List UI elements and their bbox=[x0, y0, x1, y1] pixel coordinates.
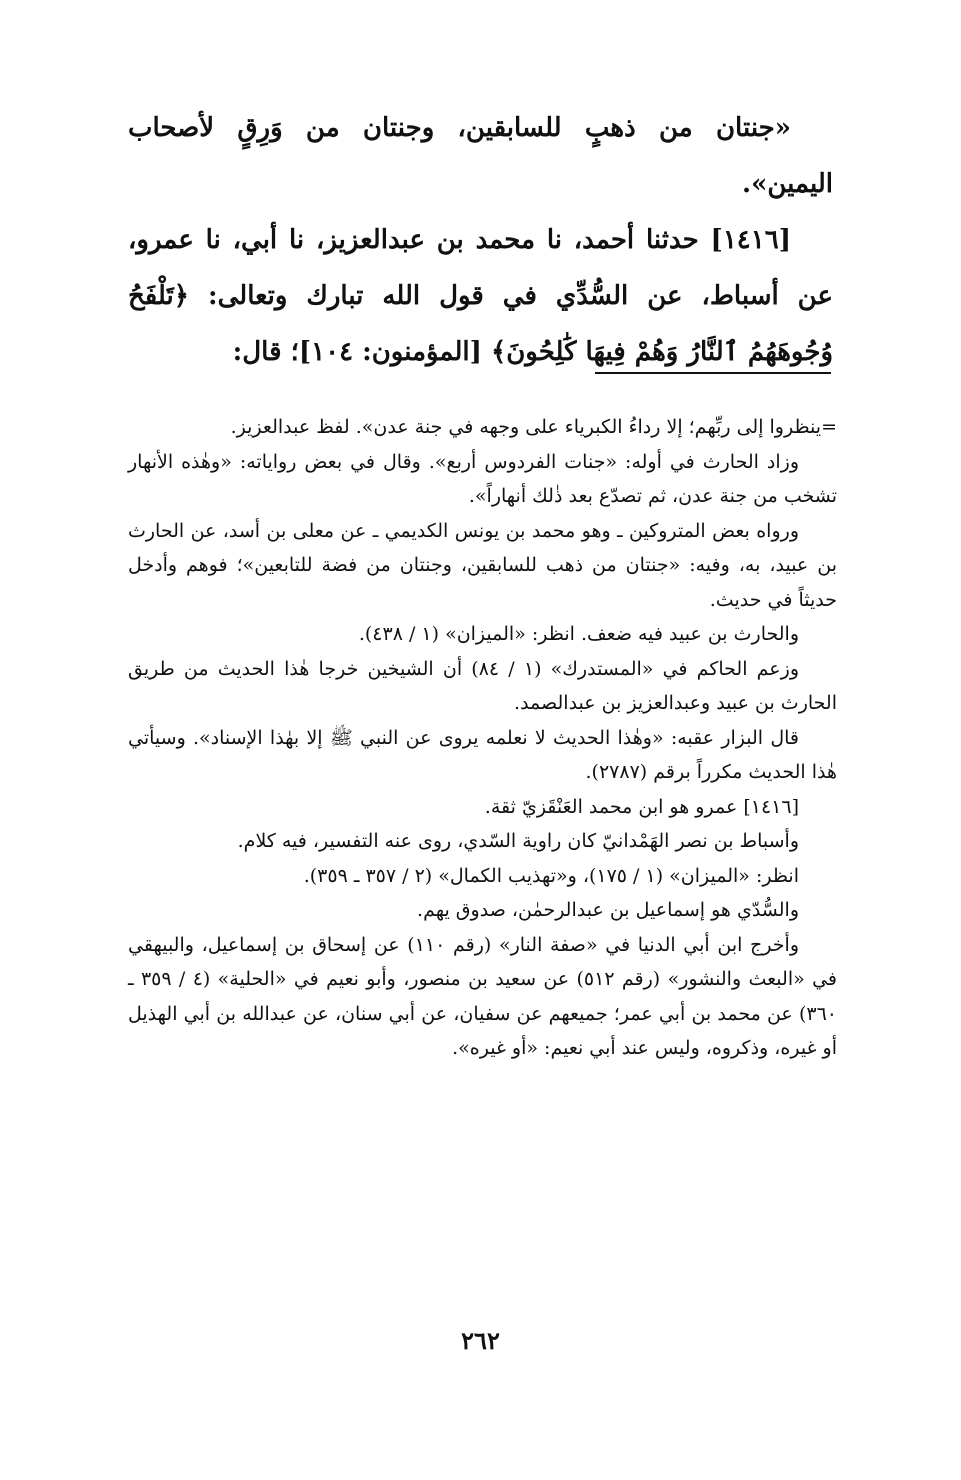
footnote-line: قال البزار عقبه: «وهٰذا الحديث لا نعلمه يروى عن النبي ﷺ إلا بهٰذا الإسناد». وسيأتي هٰذا الحديث مكرراً برقم (٢٧٨٧). bbox=[128, 726, 837, 783]
main-paragraph-2 bbox=[128, 212, 833, 380]
main-paragraph-1: «جنتان من ذهبٍ للسابقين، وجنتان من وَرِقٍ لأصحاب اليمين». bbox=[128, 113, 833, 199]
page-number: ٢٦٢ bbox=[461, 1326, 500, 1355]
footnote-line: والحارث بن عبيد فيه ضعف. انظر: «الميزان» (١ / ٤٣٨). bbox=[358, 623, 799, 645]
footnote-line: ورواه بعض المتروكين ـ وهو محمد بن يونس الكديمي ـ عن معلى بن أسد، عن الحارث بن عبيد، به، وفيه: «جنتان من ذهب للسابقين، وجنتان من فضة للتابعين»؛ فوهم وأدخل حديثاً في حديث. bbox=[128, 519, 837, 611]
footnote-line: وأخرج ابن أبي الدنيا في «صفة النار» (رقم ١١٠) عن إسحاق بن إسماعيل، والبيهقي في «البعث والنشور» (رقم ٥١٢) عن سعيد بن منصور، وأبو نعيم في «الحلية» (٤ / ٣٥٩ ـ ٣٦٠) عن محمد بن أبي عمر؛ جميعهم عن سفيان، عن أبي سنان، عن عبدالله بن أبي الهذيل أو غيره، وذكروه، وليس عند أبي نعيم: «أو غيره». bbox=[128, 933, 838, 1059]
quran-verse: ﴿تَلْفَحُ وُجُوهَهُمُ ٱلنَّارُ وَهُمْ فِيهَا كَٰلِحُونَ﴾ bbox=[128, 281, 833, 367]
footnote-divider bbox=[595, 372, 831, 374]
footnote-line: =ينظروا إلى ربِّهم؛ إلا رداءُ الكبرياء على وجهه في جنة عدن». لفظ عبدالعزيز. bbox=[230, 416, 837, 438]
main-text bbox=[128, 100, 833, 380]
footnote-line: والسُّدّي هو إسماعيل بن عبدالرحمٰن، صدوق يهم. bbox=[417, 899, 799, 921]
footnote-line: [١٤١٦] عمرو هو ابن محمد العَنْقَزيّ ثقة. bbox=[484, 795, 799, 818]
footnote-line: وأسباط بن نصر الهَمْدانيّ كان راوية السّدي، روى عنه التفسير، فيه كلام. bbox=[237, 830, 799, 852]
footnotes bbox=[128, 410, 837, 1066]
hadith-chain: [١٤١٦] حدثنا أحمد، نا محمد بن عبدالعزيز، نا أبي، نا عمرو، عن أسباط، عن السُّدِّي في قول الله تبارك وتعالى: bbox=[128, 225, 833, 311]
footnote-line: انظر: «الميزان» (١ / ١٧٥)، و«تهذيب الكمال» (٢ / ٣٥٧ ـ ٣٥٩). bbox=[303, 864, 799, 887]
verse-reference: [المؤمنون: ١٠٤]؛ قال: bbox=[232, 337, 482, 367]
footnote-line: وزعم الحاكم في «المستدرك» (١ / ٨٤) أن الشيخين خرجا هٰذا الحديث من طريق الحارث بن عبيد وعبدالعزيز بن عبدالصمد. bbox=[128, 657, 837, 714]
footnote-line: وزاد الحارث في أوله: «جنات الفردوس أربع». وقال في بعض رواياته: «وهٰذه الأنهار تشخب من جنة عدن، ثم تصدّع بعد ذٰلك أنهاراً». bbox=[128, 450, 837, 507]
